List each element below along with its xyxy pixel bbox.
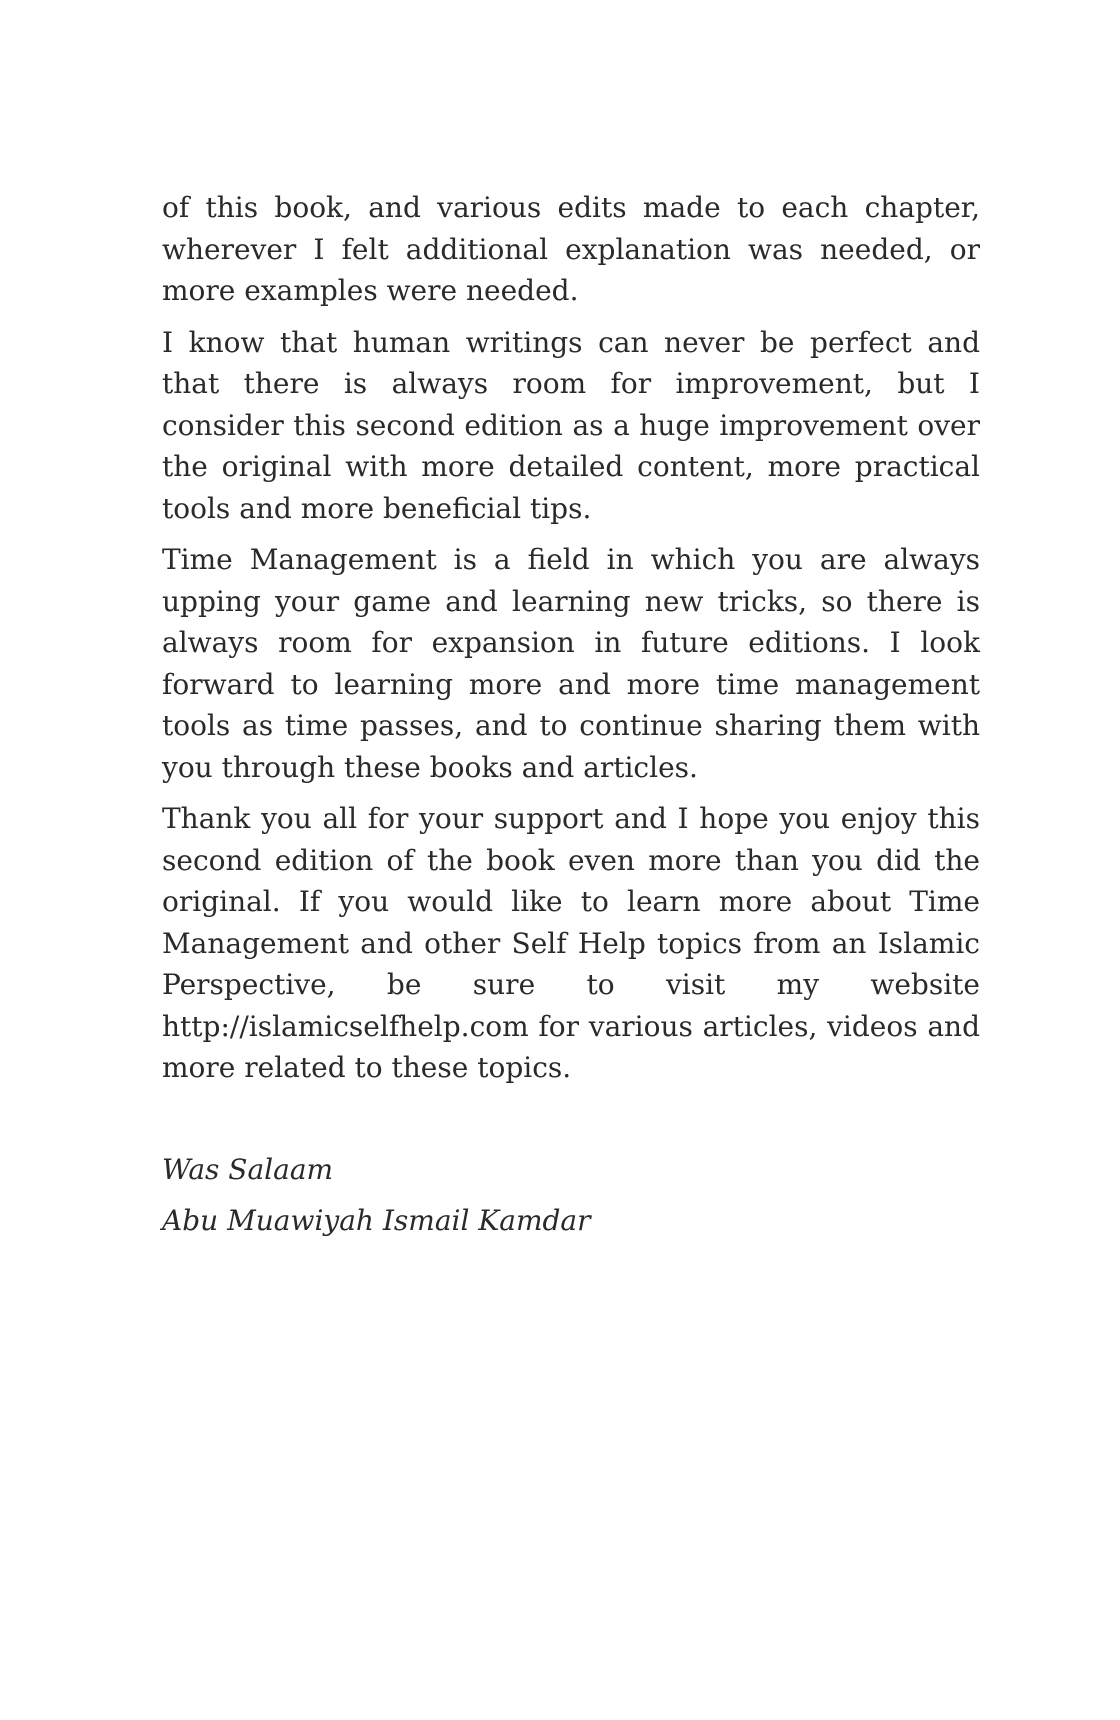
body-text xyxy=(162,187,980,1252)
signoff xyxy=(162,1149,980,1242)
paragraph-4: Thank you all for your support and I hope you enjoy this second edition of the book even more than you did the original. If you would like to learn more about Time Management and other Self Help topics from an Islamic Perspective, be sure to visit my website http://islamicselfhelp.com for various articles, videos and more related to these topics. xyxy=(162,802,980,1084)
author-name: Abu Muawiyah Ismail Kamdar xyxy=(162,1204,591,1237)
paragraph-1: of this book, and various edits made to each chapter, wherever I felt additional explanation was needed, or more examples were needed. xyxy=(162,191,980,307)
closing-text: Was Salaam xyxy=(162,1152,334,1186)
paragraph-2: I know that human writings can never be perfect and that there is always room for improvement, but I consider this second edition as a huge improvement over the original with more detailed content, more practical tools and more beneficial tips. xyxy=(162,325,980,525)
paragraph-3: Time Management is a field in which you are always upping your game and learning new tricks, so there is always room for expansion in future editions. I look forward to learning more and more time management tools as time passes, and to continue sharing them with you through these books and articles. xyxy=(162,543,980,784)
